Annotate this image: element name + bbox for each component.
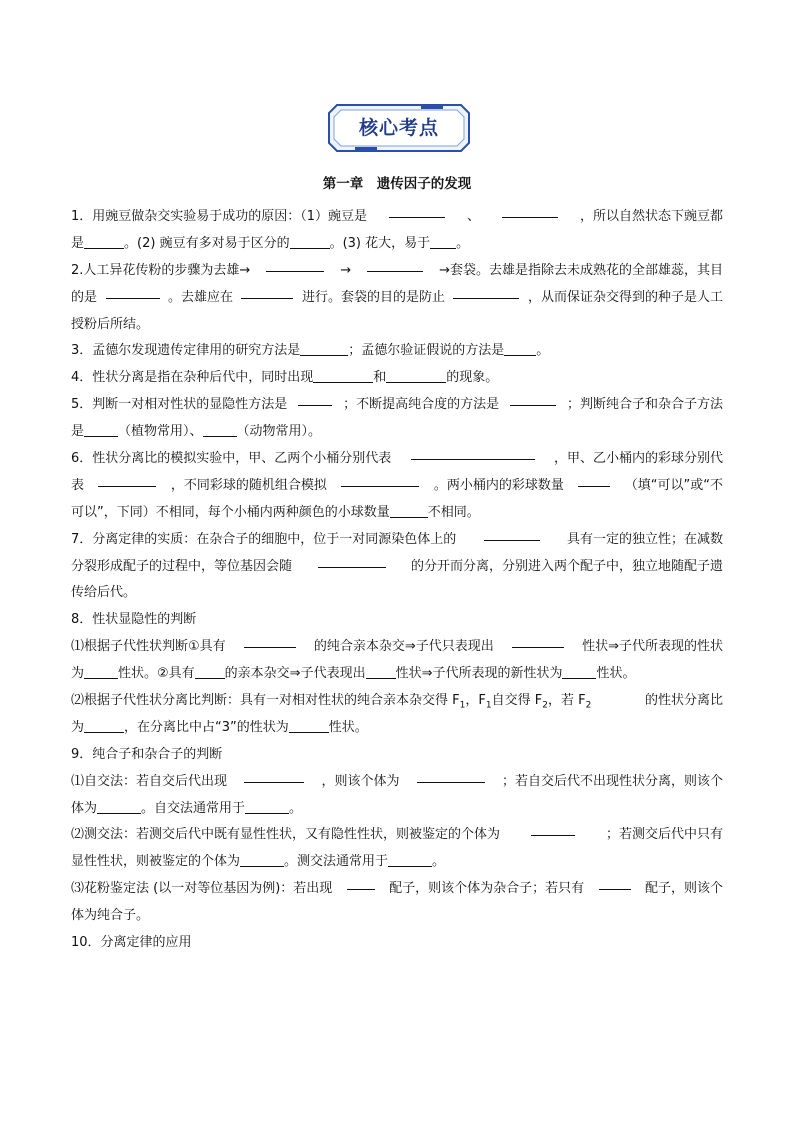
q6-line1: 6．性状分离比的模拟实验中，甲、乙两个小桶分别代表 ，甲、乙小桶内的彩球分别代: [71, 446, 723, 473]
q8-line4: 为 ，在分离比中占“3”的性状为 性状。: [71, 719, 368, 735]
blank[interactable]: [84, 235, 124, 249]
question-list: [71, 204, 723, 957]
q9-line3: ⑵测交法：若测交后代中既有显性性状，又有隐性性状，则被鉴定的个体为 ；若测交后代中只有: [71, 822, 723, 849]
blank[interactable]: [504, 342, 536, 356]
q8-line2: 为 性状。②具有 的亲本杂交⇒子代表现出 性状⇒子代所表现的新性状为 性状。: [71, 666, 636, 682]
q7-line2: 分裂形成配子的过程中，等位基因会随 的分开而分离，分别进入两个配子中，独立地随配子遗: [71, 554, 723, 581]
q7-line1: 7．分离定律的实质：在杂合子的细胞中，位于一对同源染色体上的 具有一定的独立性；在减数: [71, 527, 723, 554]
blank[interactable]: [562, 665, 596, 679]
blank[interactable]: [599, 876, 631, 890]
blank[interactable]: [484, 527, 540, 541]
q10-heading: 10．分离定律的应用: [71, 935, 192, 951]
blank[interactable]: [386, 369, 446, 383]
blank[interactable]: [411, 446, 535, 460]
blank[interactable]: [510, 392, 556, 406]
blank[interactable]: [290, 235, 330, 249]
q1-line1: 1．用豌豆做杂交实验易于成功的原因：（1）豌豆是 、 ，所以自然状态下豌豆都: [71, 204, 723, 231]
blank[interactable]: [453, 285, 519, 299]
blank[interactable]: [502, 204, 558, 218]
q7-line3: 传给后代。: [71, 585, 137, 601]
blank[interactable]: [341, 473, 419, 487]
q9-heading: 9．纯合子和杂合子的判断: [71, 746, 223, 762]
blank[interactable]: [98, 473, 156, 487]
blank[interactable]: [84, 719, 124, 733]
blank[interactable]: [244, 634, 296, 648]
q9-line1: ⑴自交法：若自交后代出现 ，则该个体为 ；若自交后代不出现性状分离，则该个: [71, 769, 723, 796]
blank[interactable]: [84, 423, 118, 437]
q1-line2: 是 。(2) 豌豆有多对易于区分的 。(3) 花大，易于 。: [71, 235, 470, 251]
q6-line3: 可以”，下同）不相同，每个小桶内两种颜色的小球数量 不相同。: [71, 504, 480, 520]
q6-line2: 表 ，不同彩球的随机组合模拟 。两小桶内的彩球数量 （填“可以”或“不: [71, 473, 723, 500]
blank[interactable]: [244, 769, 304, 783]
q9-line5: ⑶花粉鉴定法 (以一对等位基因为例)：若出现 配子，则该个体为杂合子；若只有 配子，则该个: [71, 876, 723, 903]
blank[interactable]: [195, 665, 225, 679]
blank[interactable]: [578, 473, 610, 487]
blank[interactable]: [417, 769, 485, 783]
blank[interactable]: [106, 285, 160, 299]
blank[interactable]: [298, 392, 332, 406]
q9-line4: 显性性状，则被鉴定的个体为 。测交法通常用于 。: [71, 854, 446, 870]
q8-heading: 8．性状显隐性的判断: [71, 612, 197, 628]
blank[interactable]: [512, 634, 564, 648]
blank[interactable]: [97, 800, 141, 814]
blank[interactable]: [300, 342, 348, 356]
blank[interactable]: [531, 822, 575, 836]
blank[interactable]: [367, 258, 423, 272]
q9-line2: 体为 。自交法通常用于 。: [71, 800, 303, 816]
chapter-title: 第一章 遗传因子的发现: [322, 176, 472, 192]
core-points-badge: [327, 103, 471, 153]
q2-line2: 的是 。去雄应在 进行。套袋的目的是防止 ，从而保证杂交得到的种子是人工: [71, 285, 723, 312]
q3-line1: 3．孟德尔发现遗传定律用的研究方法是 ；孟德尔验证假说的方法是 。: [71, 343, 550, 359]
blank[interactable]: [240, 853, 284, 867]
q8-line3: ⑵根据子代性状分离比判断：具有一对相对性状的纯合亲本杂交得 $F_1$，$F_1$自交得 $F_2$，若 $F_2$ 的性状分离比: [71, 693, 723, 711]
blank[interactable]: [241, 285, 293, 299]
blank[interactable]: [245, 800, 289, 814]
blank[interactable]: [313, 369, 373, 383]
blank[interactable]: [347, 876, 375, 890]
q4-line1: 4．性状分离是指在杂种后代中，同时出现 和 的现象。: [71, 370, 499, 386]
blank[interactable]: [389, 204, 445, 218]
badge-title: 核心考点: [358, 117, 439, 139]
blank[interactable]: [318, 554, 386, 568]
q2-line1: 2.人工异花传粉的步骤为去雄→ → →套袋。去雄是指除去未成熟花的全部雄蕊，其目: [71, 258, 723, 285]
blank[interactable]: [289, 719, 329, 733]
blank[interactable]: [266, 258, 324, 272]
q5-line1: 5．判断一对相对性状的显隐性方法是 ；不断提高纯合度的方法是 ；判断纯合子和杂合子方法: [71, 392, 723, 419]
blank[interactable]: [203, 423, 237, 437]
q8-line1: ⑴根据子代性状判断①具有 的纯合亲本杂交⇒子代只表现出 性状⇒子代所表现的性状: [71, 634, 723, 661]
q9-line6: 体为纯合子。: [71, 908, 150, 924]
blank[interactable]: [430, 235, 456, 249]
blank[interactable]: [84, 665, 118, 679]
blank[interactable]: [388, 853, 432, 867]
blank[interactable]: [390, 504, 428, 518]
q2-line3: 授粉后所结。: [71, 316, 150, 332]
blank[interactable]: [366, 665, 396, 679]
q5-line2: 是 （植物常用）、 （动物常用）。: [71, 424, 322, 440]
